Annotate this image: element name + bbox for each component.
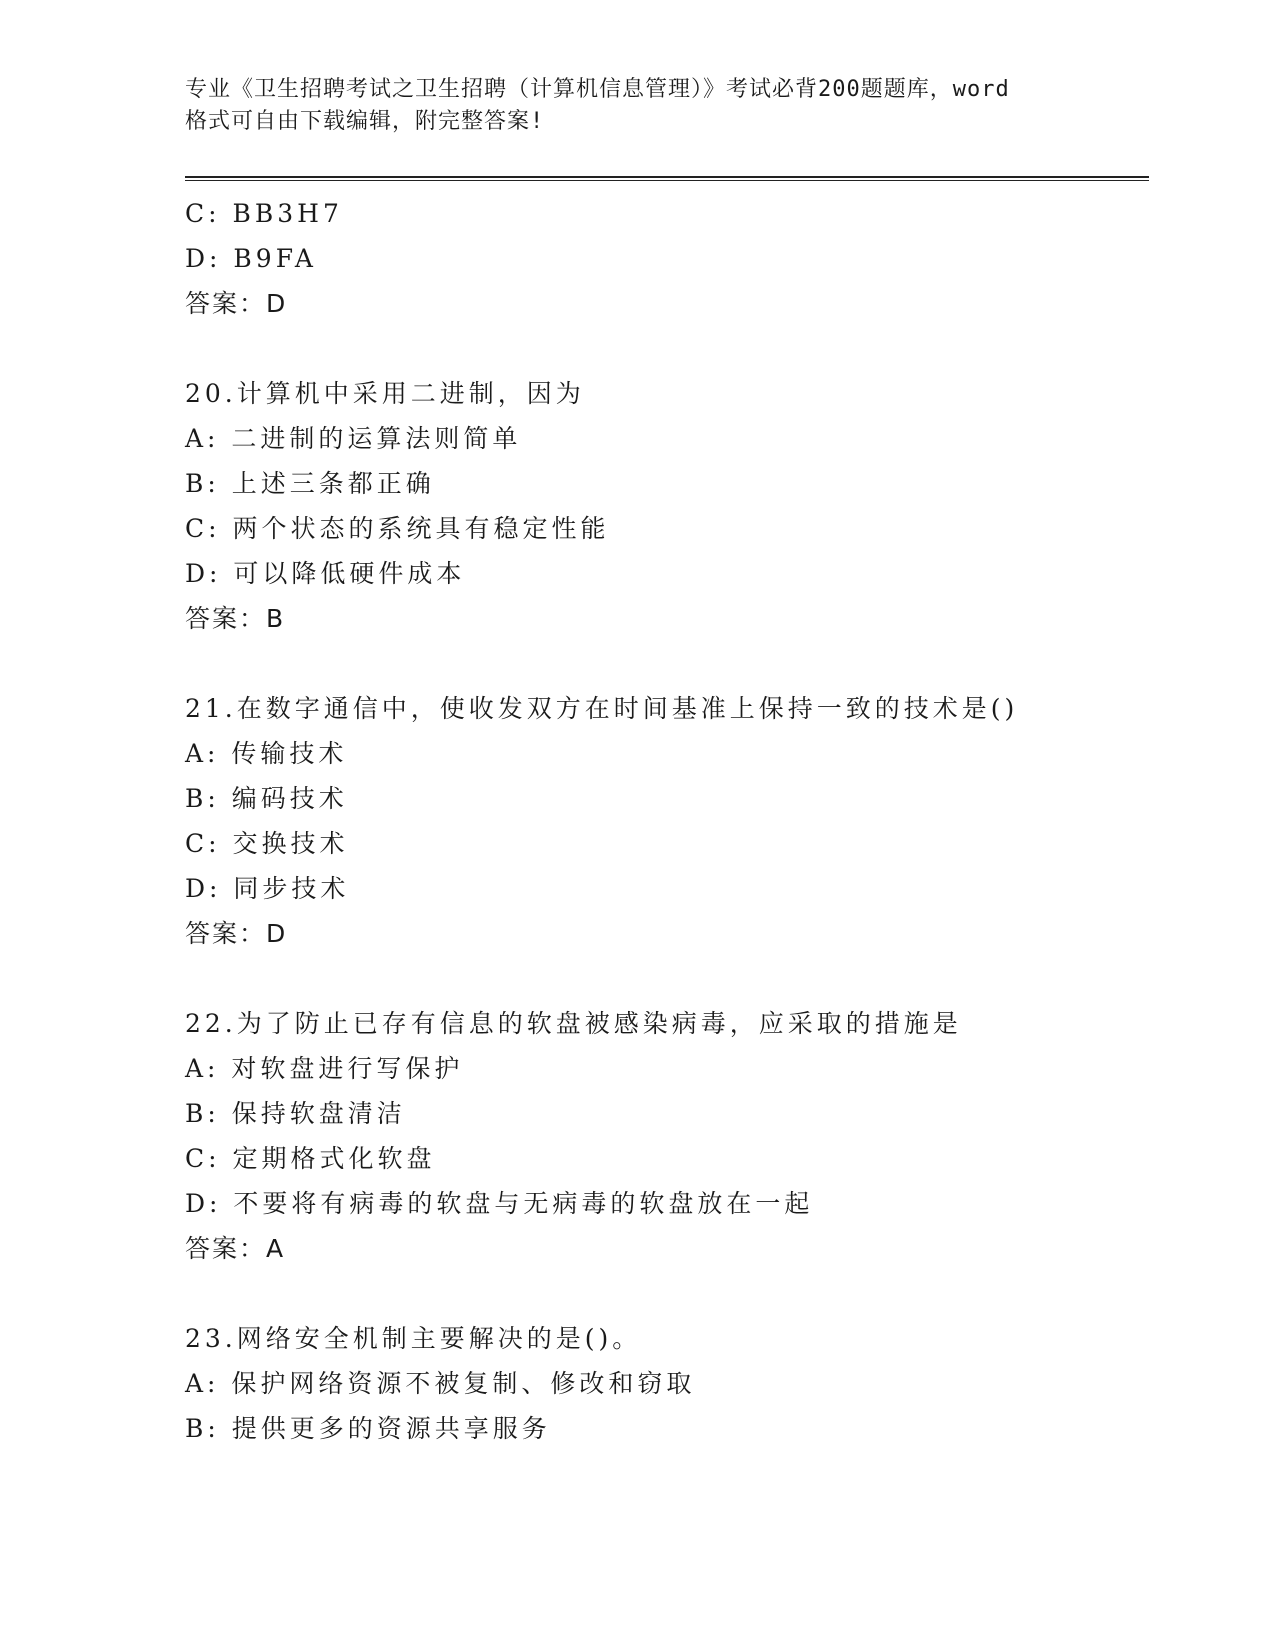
option-c: C: 定期格式化软盘 xyxy=(185,1144,436,1173)
question-spacer xyxy=(185,641,1145,686)
option-d: D: 可以降低硬件成本 xyxy=(185,559,466,588)
document-header xyxy=(185,74,1105,138)
question-list xyxy=(185,191,1145,1451)
option-b: B: 保持软盘清洁 xyxy=(185,1099,406,1128)
option-c: C: 交换技术 xyxy=(185,829,349,858)
question-spacer xyxy=(185,326,1145,371)
question-stem: 23.网络安全机制主要解决的是()。 xyxy=(185,1324,642,1353)
header-title-line-2: 格式可自由下载编辑，附完整答案! xyxy=(185,109,545,134)
option-b: B: 编码技术 xyxy=(185,784,348,813)
header-divider xyxy=(185,176,1149,181)
question-stem: 20.计算机中采用二进制，因为 xyxy=(185,379,585,408)
header-title-line-1: 专业《卫生招聘考试之卫生招聘（计算机信息管理）》考试必背200题题库，word xyxy=(185,77,1010,102)
option-b: B: 提供更多的资源共享服务 xyxy=(185,1414,551,1443)
option-c: C: BB3H7 xyxy=(185,199,343,228)
option-b: B: 上述三条都正确 xyxy=(185,469,435,498)
question-21 xyxy=(185,686,1145,956)
question-22 xyxy=(185,1001,1145,1271)
answer-line: 答案：D xyxy=(185,919,288,948)
question-stem: 22.为了防止已存有信息的软盘被感染病毒，应采取的措施是 xyxy=(185,1009,962,1038)
option-d: D: 同步技术 xyxy=(185,874,350,903)
option-d: D: 不要将有病毒的软盘与无病毒的软盘放在一起 xyxy=(185,1189,814,1218)
option-a: A: 传输技术 xyxy=(185,739,348,768)
option-d: D: B9FA xyxy=(185,244,317,273)
option-a: A: 二进制的运算法则简单 xyxy=(185,424,522,453)
answer-line: 答案：A xyxy=(185,1234,286,1263)
option-c: C: 两个状态的系统具有稳定性能 xyxy=(185,514,610,543)
answer-line: 答案：D xyxy=(185,289,288,318)
question-19-continued xyxy=(185,191,1145,326)
option-a: A: 保护网络资源不被复制、修改和窃取 xyxy=(185,1369,696,1398)
option-a: A: 对软盘进行写保护 xyxy=(185,1054,464,1083)
question-23 xyxy=(185,1316,1145,1451)
answer-line: 答案：B xyxy=(185,604,286,633)
question-stem: 21.在数字通信中，使收发双方在时间基准上保持一致的技术是() xyxy=(185,694,1019,723)
question-spacer xyxy=(185,956,1145,1001)
question-20 xyxy=(185,371,1145,641)
question-spacer xyxy=(185,1271,1145,1316)
